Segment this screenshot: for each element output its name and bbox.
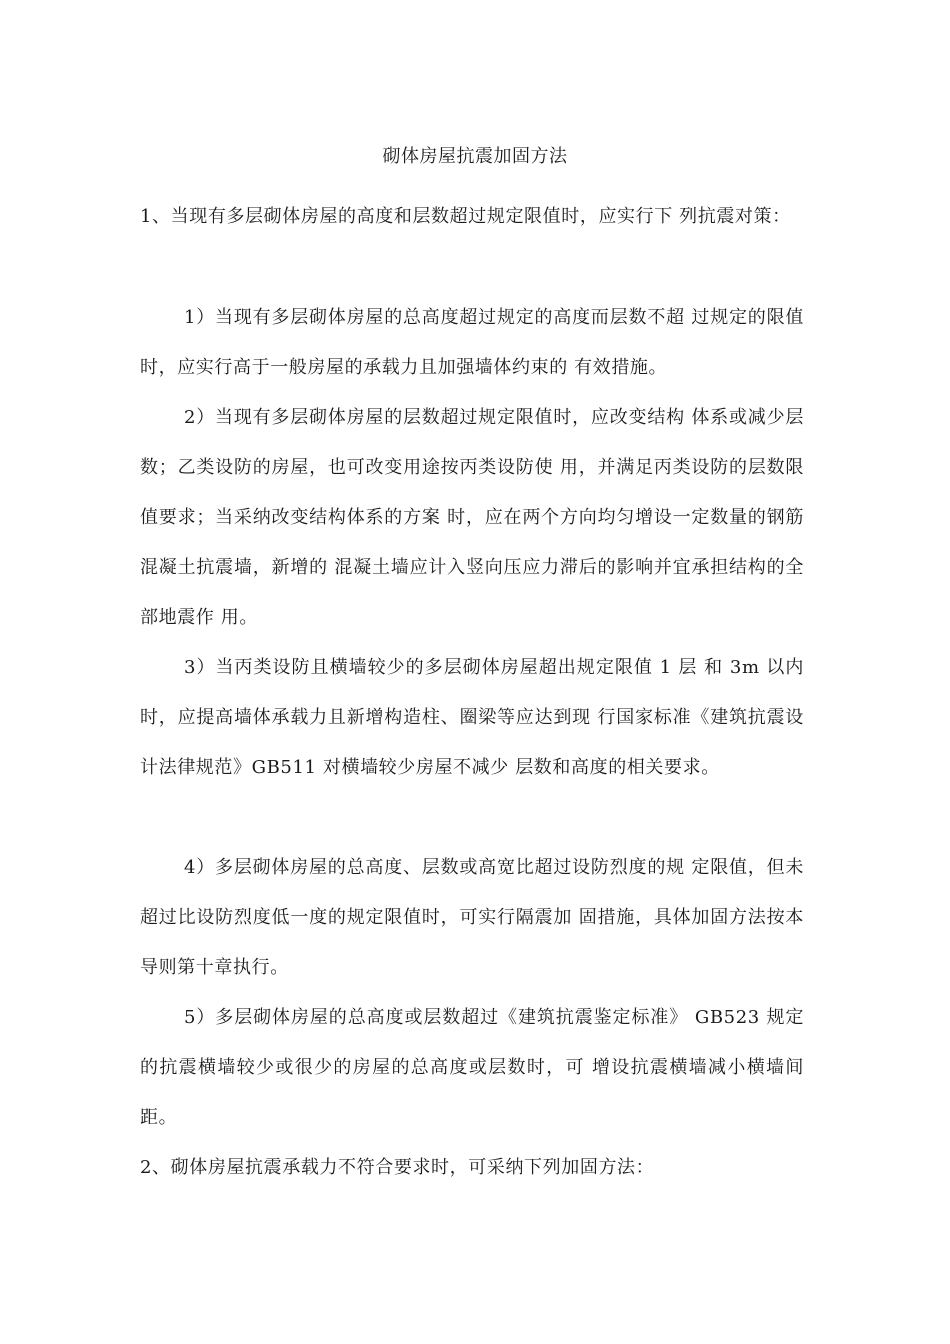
- document-title: 砌体房屋抗震加固方法: [382, 146, 568, 167]
- paragraph-item-4: 4）多层砌体房屋的总高度、层数或高宽比超过设防烈度的规 定限值，但未超过比设防烈度低一度的规定限值时，可实行隔震加 固措施，具体加固方法按本导则第十章执行。: [140, 857, 804, 978]
- paragraph-section-2: 2、砌体房屋抗震承载力不符合要求时，可采纳下列加固方法：: [140, 1157, 655, 1178]
- paragraph-section-1: 1、当现有多层砌体房屋的高度和层数超过规定限值时，应实行下 列抗震对策：: [140, 206, 791, 227]
- paragraph-item-5: 5）多层砌体房屋的总高度或层数超过《建筑抗震鉴定标准》 GB523 规定的抗震横墙较少或很少的房屋的总高度或层数时，可 增设抗震横墙减小横墙间距。: [140, 1007, 804, 1128]
- paragraph-item-1: 1）当现有多层砌体房屋的总高度超过规定的高度而层数不超 过规定的限值时，应实行高于一般房屋的承载力且加强墙体约束的 有效措施。: [140, 307, 804, 378]
- paragraph-item-3: 3）当丙类设防且横墙较少的多层砌体房屋超出规定限值 1 层 和 3m 以内时，应提高墙体承载力且新增构造柱、圈梁等应达到现 行国家标准《建筑抗震设计法律规范》GB511 对横墙较少房屋不减少 层数和高度的相关要求。: [140, 657, 804, 778]
- paragraph-item-2: 2）当现有多层砌体房屋的层数超过规定限值时，应改变结构 体系或减少层数；乙类设防的房屋，也可改变用途按丙类设防使 用，并满足丙类设防的层数限值要求；当采纳改变结构体系的方案 时，应在两个方向均匀增设一定数量的钢筋混凝土抗震墙，新增的 混凝土墙应计入竖向压应力滞后的影响并宜承担结构的全部地震作 用。: [140, 407, 804, 628]
